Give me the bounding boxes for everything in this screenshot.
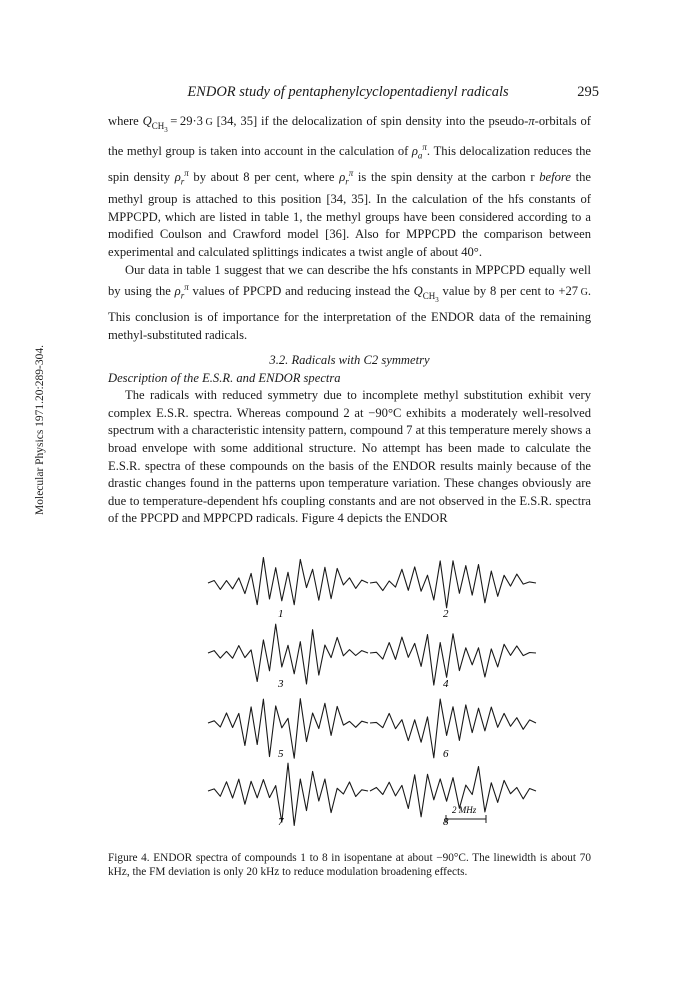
- section-heading: [108, 352, 591, 370]
- spectrum-label-4: 4: [443, 678, 449, 690]
- paragraph-1: where $Q_{CH_3} = 29\cdot 3$ G [34, 35] if the delocalization of spin density into the pseudo-π-orbitals of the methyl group is taken into account in the calculation of $\rho_a^\pi$. This delocalization reduces the spin density $\rho_r^\pi$ by about 8 per cent, where $\rho_r^\pi$ is the spin density at the carbon r before the methyl group is attached to this position [34, 35]. In the calculation of the hfs constants of MPPCPD, which are listed in table 1, the methyl groups have been considered according to a modified Coulson and Crawford model [36]. Also for MPPCPD the comparison between experimental and calculated splittings indicates a twist angle of about 40°.: [108, 114, 592, 259]
- scale-bar: [446, 815, 486, 823]
- caption-text: ENDOR spectra of compounds 1 to 8 in isopentane at about −90°C. The linewidth is about 70 kHz, the FM deviation is only 20 kHz to reduce modulation broadening effects.: [108, 852, 591, 878]
- paragraph-3: The radicals with reduced symmetry due to incomplete methyl substitution exhibit very complex E.S.R. spectra. Whereas compound 2 at −90°C exhibits a moderately well-resolved spectrum with a characteristic intensity pattern, compound 7 at this temperature merely shows a broad envelope with some additional structure. No attempt has been made to calculate the E.S.R. spectra of these compounds on the basis of the ENDOR results mainly because of the drastic changes found in the patterns upon temperature variation. These changes obviously are due to temperature-dependent hfs coupling constants and are not observed in the E.S.R. spectra of the PPCPD and MPPCPD radicals. Figure 4 depicts the ENDOR: [108, 388, 591, 526]
- sidebar-citation: Molecular Physics 1971.20:289-304.: [34, 345, 46, 515]
- page-number: 295: [577, 84, 599, 100]
- body-text: [108, 113, 591, 528]
- spectrum-label-1: 1: [278, 608, 284, 620]
- spectrum-trace-4: [370, 634, 536, 685]
- spectrum-trace-5: [208, 699, 368, 759]
- caption-label: Figure 4.: [108, 852, 150, 864]
- spectrum-label-2: 2: [443, 608, 449, 620]
- spectrum-label-3: 3: [278, 678, 284, 690]
- spectrum-trace-7: [208, 763, 368, 825]
- spectrum-label-6: 6: [443, 748, 449, 760]
- running-title: ENDOR study of pentaphenylcyclopentadienyl radicals: [187, 84, 509, 100]
- section-title: Radicals with C2 symmetry: [291, 353, 430, 368]
- spectrum-label-7: 7: [278, 816, 284, 827]
- figure-endor-spectra: [200, 545, 540, 827]
- spectrum-trace-6: [370, 699, 536, 758]
- scale-bar-label: 2 MHz: [452, 805, 477, 815]
- spectrum-label-5: 5: [278, 748, 284, 760]
- section-number: 3.2.: [269, 353, 289, 368]
- spectrum-trace-2: [370, 561, 536, 608]
- running-head: [0, 84, 696, 104]
- spectrum-label-8: 8: [443, 816, 449, 827]
- subsection-heading: Description of the E.S.R. and ENDOR spectra: [108, 370, 341, 385]
- spectrum-trace-3: [208, 624, 368, 684]
- spectrum-trace-1: [208, 558, 368, 605]
- paragraph-2: Our data in table 1 suggest that we can describe the hfs constants in MPPCPD equally well by using the $\rho_r^\pi$ values of PPCPD and reducing instead the $Q_{CH_3}$ value by 8 per cent to +27 G. This conclusion is of importance for the interpretation of the ENDOR data of the remaining methyl-substituted radicals.: [108, 262, 591, 342]
- endor-spectra-plot: [200, 545, 540, 827]
- figure-caption: [108, 851, 591, 879]
